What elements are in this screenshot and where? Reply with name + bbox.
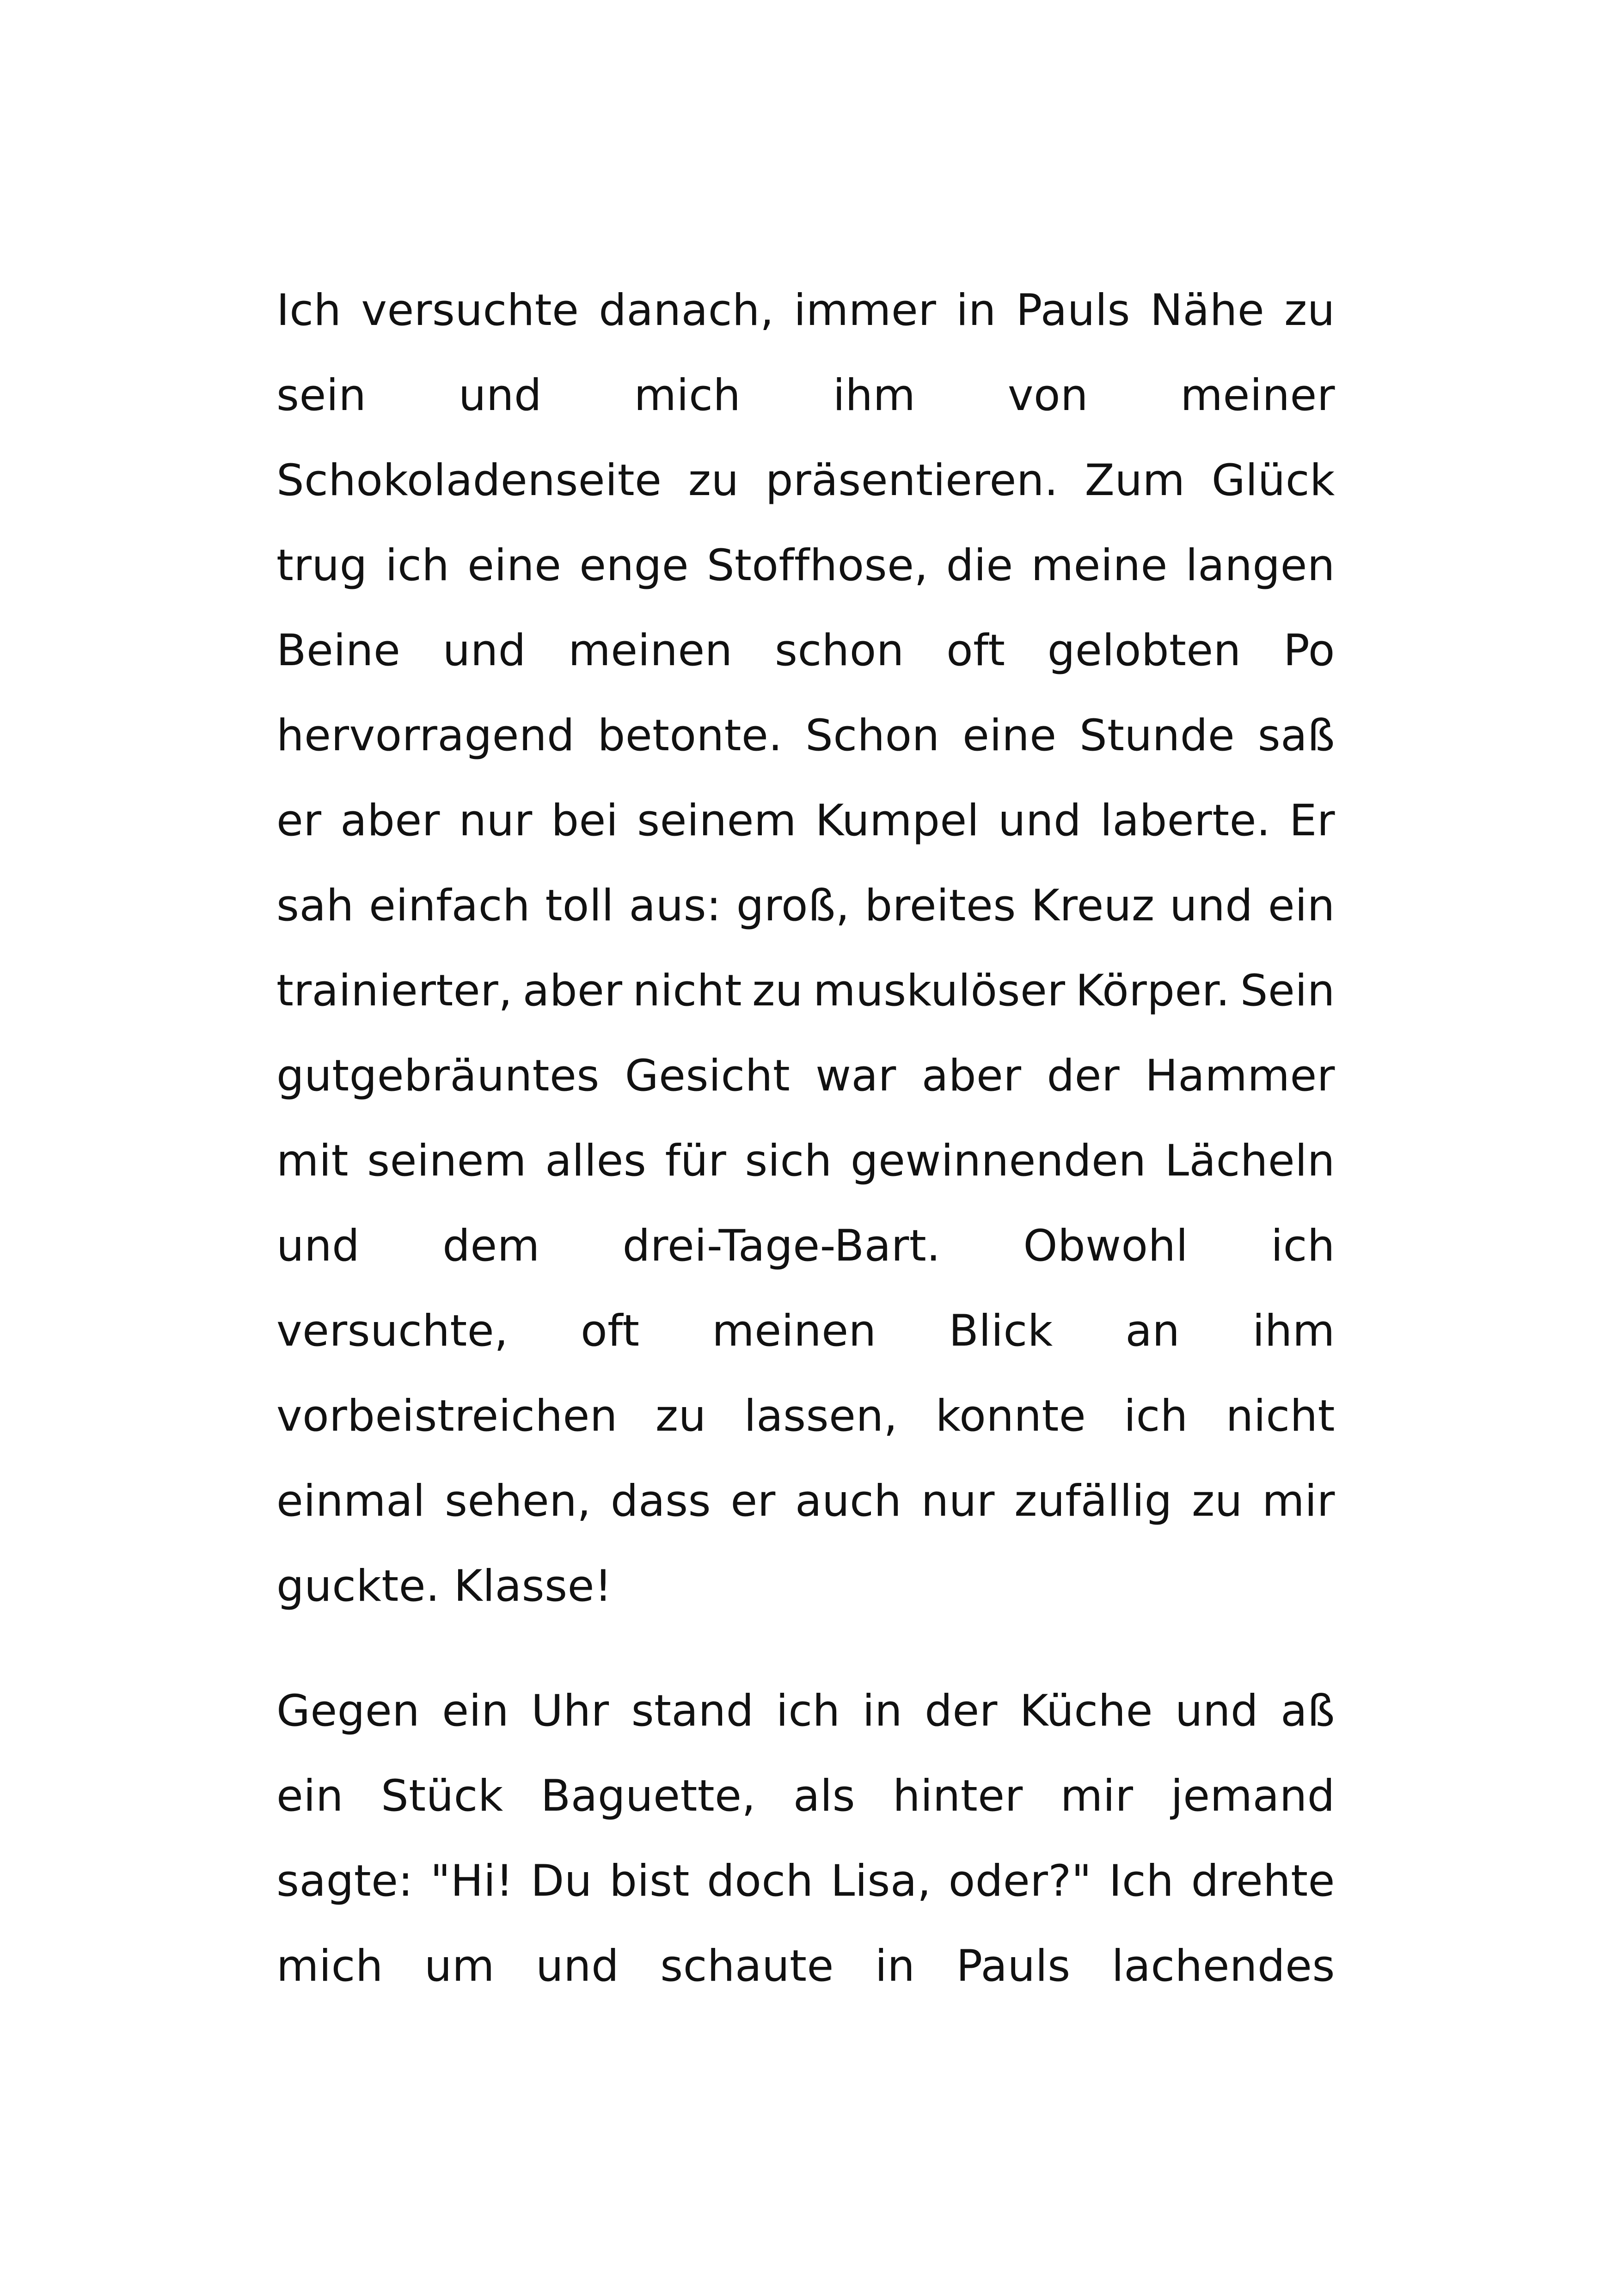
text-line xyxy=(276,438,1335,523)
text-line xyxy=(276,1459,1335,1544)
word: hinter xyxy=(893,1771,1023,1821)
word: gelobten xyxy=(1047,625,1241,676)
text-line xyxy=(276,1839,1335,1924)
word: oder?" xyxy=(948,1856,1092,1906)
word: und xyxy=(998,796,1082,846)
word: sein xyxy=(276,370,367,421)
word: ihm xyxy=(1252,1306,1335,1356)
word: Ich xyxy=(1109,1856,1174,1906)
word: doch xyxy=(707,1856,814,1906)
word: Sein xyxy=(1240,966,1335,1016)
word: zu xyxy=(655,1391,706,1441)
word: eine xyxy=(467,540,562,591)
word: meine xyxy=(1031,540,1168,591)
word: Schon xyxy=(805,710,940,761)
word: in xyxy=(862,1686,903,1736)
word: gutgebräuntes xyxy=(276,1051,600,1101)
word: laberte. xyxy=(1100,796,1271,846)
text-line xyxy=(276,1289,1335,1374)
word: alles xyxy=(545,1136,647,1186)
word: saß xyxy=(1257,710,1335,761)
text-line xyxy=(276,1119,1335,1204)
word: Po xyxy=(1283,625,1335,676)
word: Gesicht xyxy=(625,1051,791,1101)
word: nicht xyxy=(632,966,742,1016)
word: ein xyxy=(442,1686,509,1736)
text-line xyxy=(276,268,1335,353)
word: auch xyxy=(795,1476,902,1526)
word: aber xyxy=(340,796,440,846)
text-line xyxy=(276,1669,1335,1754)
word: und xyxy=(1175,1686,1259,1736)
word: mir xyxy=(1262,1476,1335,1526)
word: meinen xyxy=(568,625,733,676)
text-line xyxy=(276,1204,1335,1289)
word: versuchte xyxy=(361,285,579,336)
word: der xyxy=(925,1686,998,1736)
word: sah xyxy=(276,881,354,931)
word: Schokoladenseite xyxy=(276,455,662,506)
word: vorbeistreichen xyxy=(276,1391,618,1441)
word: für xyxy=(665,1136,727,1186)
word: Zum xyxy=(1085,455,1185,506)
word: ich xyxy=(776,1686,840,1736)
word: ich xyxy=(1271,1221,1335,1271)
word: gewinnenden xyxy=(850,1136,1146,1186)
word: nur xyxy=(459,796,533,846)
word: die xyxy=(946,540,1013,591)
paragraph-2 xyxy=(276,1669,1335,2009)
word: Stück xyxy=(381,1771,503,1821)
word: Lächeln xyxy=(1164,1136,1335,1186)
word: zu xyxy=(752,966,803,1016)
word: Nähe xyxy=(1150,285,1265,336)
word: von xyxy=(1007,370,1089,421)
word: zu xyxy=(1284,285,1335,336)
word: einfach xyxy=(369,881,531,931)
word: aber xyxy=(522,966,623,1016)
word: zu xyxy=(1192,1476,1243,1526)
word: enge xyxy=(579,540,689,591)
text-line xyxy=(276,693,1335,778)
word: Glück xyxy=(1211,455,1335,506)
text-line xyxy=(276,1924,1335,2009)
word: aß xyxy=(1281,1686,1335,1736)
word: Ich xyxy=(276,285,342,336)
word: toll xyxy=(545,881,614,931)
word: nur xyxy=(921,1476,995,1526)
word: in xyxy=(956,285,996,336)
word: oft xyxy=(581,1306,640,1356)
word: konnte xyxy=(935,1391,1086,1441)
word: ich xyxy=(385,540,450,591)
word: Pauls xyxy=(1016,285,1130,336)
word: Pauls xyxy=(956,1941,1071,1991)
word: zufällig xyxy=(1014,1476,1172,1526)
word: lachendes xyxy=(1111,1941,1335,1991)
word: und xyxy=(535,1941,619,1991)
word: muskulöser xyxy=(813,966,1066,1016)
word: nicht xyxy=(1226,1391,1335,1441)
word: Küche xyxy=(1019,1686,1153,1736)
word: breites xyxy=(864,881,1016,931)
paragraph-1 xyxy=(276,268,1335,1629)
text-line xyxy=(276,778,1335,863)
word: Beine xyxy=(276,625,401,676)
word: Du xyxy=(530,1856,592,1906)
word: trainierter, xyxy=(276,966,513,1016)
word: trug xyxy=(276,540,368,591)
word: Kreuz xyxy=(1031,881,1155,931)
word: als xyxy=(793,1771,856,1821)
word: hervorragend xyxy=(276,710,575,761)
text-line xyxy=(276,353,1335,438)
word: in xyxy=(875,1941,915,1991)
word: lassen, xyxy=(744,1391,898,1441)
word: mit xyxy=(276,1136,349,1186)
word: drehte xyxy=(1191,1856,1335,1906)
word: meiner xyxy=(1180,370,1335,421)
word: ein xyxy=(1268,881,1335,931)
word: Stoffhose, xyxy=(706,540,928,591)
word: Hammer xyxy=(1145,1051,1335,1101)
word: Baguette, xyxy=(540,1771,756,1821)
word: Kumpel xyxy=(815,796,980,846)
word: seinem xyxy=(367,1136,527,1186)
word: er xyxy=(276,796,322,846)
word: meinen xyxy=(712,1306,876,1356)
word: sagte: xyxy=(276,1856,413,1906)
word: einmal xyxy=(276,1476,425,1526)
word: danach, xyxy=(599,285,774,336)
word: Obwohl xyxy=(1023,1221,1189,1271)
text-line xyxy=(276,1374,1335,1459)
word: schon xyxy=(775,625,904,676)
word: langen xyxy=(1185,540,1335,591)
word: ein xyxy=(276,1771,344,1821)
text-line xyxy=(276,949,1335,1034)
word: bist xyxy=(609,1856,690,1906)
word: und xyxy=(442,625,526,676)
word: und xyxy=(276,1221,360,1271)
word: und xyxy=(1170,881,1253,931)
word: zu xyxy=(688,455,739,506)
word: stand xyxy=(631,1686,754,1736)
word: ihm xyxy=(833,370,916,421)
text-line xyxy=(276,863,1335,949)
word: Uhr xyxy=(531,1686,609,1736)
word: der xyxy=(1047,1051,1120,1101)
word: sich xyxy=(745,1136,832,1186)
word: Er xyxy=(1289,796,1335,846)
word: Stunde xyxy=(1079,710,1235,761)
word: dem xyxy=(442,1221,540,1271)
word: eine xyxy=(962,710,1057,761)
word: Lisa, xyxy=(830,1856,932,1906)
text-line xyxy=(276,608,1335,693)
word: an xyxy=(1125,1306,1180,1356)
word: und xyxy=(458,370,542,421)
word: jemand xyxy=(1171,1771,1335,1821)
word: aber xyxy=(921,1051,1022,1101)
word: Körper. xyxy=(1075,966,1230,1016)
word: Gegen xyxy=(276,1686,420,1736)
word: war xyxy=(815,1051,896,1101)
word: präsentieren. xyxy=(765,455,1059,506)
word: oft xyxy=(946,625,1005,676)
text-line xyxy=(276,1754,1335,1839)
text-line xyxy=(276,523,1335,608)
word: um xyxy=(424,1941,495,1991)
word: dass xyxy=(610,1476,711,1526)
word: mich xyxy=(634,370,741,421)
word: ich xyxy=(1123,1391,1188,1441)
text-line xyxy=(276,1034,1335,1119)
word: mich xyxy=(276,1941,383,1991)
word: aus: xyxy=(629,881,722,931)
word: sehen, xyxy=(445,1476,591,1526)
word: schaute xyxy=(660,1941,834,1991)
text-line: guckte. Klasse! xyxy=(276,1561,613,1611)
word: immer xyxy=(794,285,937,336)
word: bei xyxy=(551,796,619,846)
word: Blick xyxy=(949,1306,1053,1356)
word: betonte. xyxy=(597,710,783,761)
word: mir xyxy=(1060,1771,1134,1821)
word: seinem xyxy=(637,796,797,846)
word: versuchte, xyxy=(276,1306,509,1356)
word: groß, xyxy=(736,881,850,931)
word: drei-Tage-Bart. xyxy=(622,1221,941,1271)
word: "Hi! xyxy=(430,1856,514,1906)
word: er xyxy=(730,1476,776,1526)
